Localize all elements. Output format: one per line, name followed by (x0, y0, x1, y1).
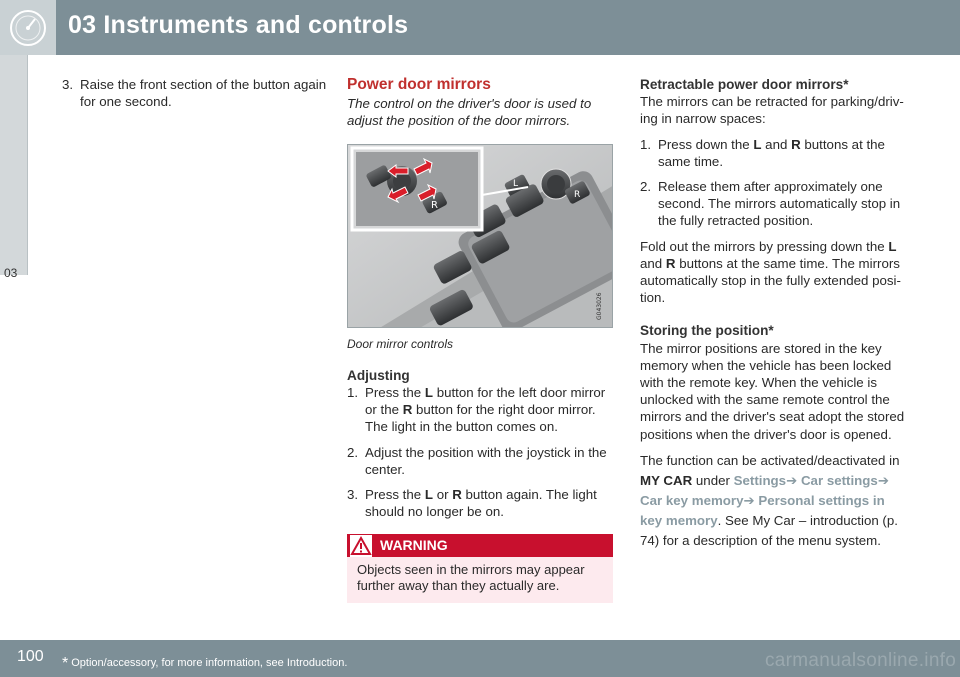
menu-arrow-icon: ➔ (743, 492, 755, 508)
retract-step-2 (640, 178, 908, 230)
chapter-tab-label: 03 (4, 266, 18, 280)
step-number: 1. (347, 385, 359, 401)
door-mirror-controls-illustration (348, 145, 613, 328)
warning-triangle-icon (350, 535, 372, 557)
button-r-label-small: R (574, 189, 581, 200)
menu-arrow-icon: ➔ (877, 472, 889, 488)
step-3 (62, 76, 327, 110)
function-text-end: . See My Car – introduction (p. 74) for a description of the menu system. (640, 512, 898, 548)
retract-step-1 (640, 136, 908, 170)
chapter-tab (0, 55, 28, 280)
page-header (0, 0, 960, 55)
speedometer-icon (8, 8, 48, 48)
button-l-label: L (513, 178, 519, 189)
page-number: 100 (17, 648, 44, 665)
menu-my-car: MY CAR (640, 472, 693, 488)
step-number: 2. (347, 444, 359, 460)
column-1 (62, 76, 327, 118)
step-number: 2. (640, 179, 652, 195)
footnote-text: Option/accessory, for more information, see Introduction. (71, 657, 348, 669)
adjust-step-2 (347, 444, 613, 478)
foldout-text: Fold out the mirrors by pressing down the L and R buttons at the same time. The mirrors automatically stop in the fully extended posi-tion. (640, 238, 901, 306)
section-intro: The control on the driver's door is used to adjust the position of the door mirrors. (347, 96, 592, 129)
page-title: 03 Instruments and controls (68, 11, 409, 39)
warning-header (347, 534, 613, 557)
step-number: 1. (640, 136, 652, 152)
step-number: 3. (347, 487, 359, 503)
retract-intro: The mirrors can be retracted for parking/driv-ing in narrow spaces: (640, 94, 904, 127)
menu-car-settings: Car settings (800, 472, 878, 488)
section-title-retractable-mirrors: Retractable power door mirrors* (640, 77, 849, 92)
step-text: Press the L or R button again. The light should no longer be on. (365, 487, 597, 520)
footnote (62, 653, 347, 671)
step-text: Adjust the position with the joystick in the center. (365, 444, 607, 477)
footnote-star: * (62, 655, 69, 672)
adjust-step-3 (347, 486, 613, 520)
column-2 (347, 76, 613, 603)
step-text: Press the L button for the left door mirror or the R button for the right door mirror. The light in the button comes on. (365, 385, 606, 435)
image-code: G043026 (596, 292, 603, 320)
step-text: Press down the L and R buttons at the same time. (658, 136, 885, 169)
section-title-storing-position: Storing the position* (640, 323, 774, 339)
warning-text: Objects seen in the mirrors may appear further away than they actually are. (357, 562, 585, 594)
storing-text: The mirror positions are stored in the key memory when the vehicle has been locked with the remote key. When the vehicle is unlocked with the same remote control the mirrors and the driver's seat adopt the stored positions when the driver's door is opened. (640, 340, 905, 442)
section-title-power-door-mirrors: Power door mirrors (347, 76, 491, 93)
menu-personal-settings: Personal settings in key memory (640, 492, 885, 528)
menu-settings: Settings (733, 472, 787, 488)
figure-caption: Door mirror controls (347, 336, 454, 351)
step-text: Release them after approximately one second. The mirrors automatically stop in the fully retracted position. (658, 179, 901, 229)
function-text: The function can be activated/deactivated in MY CAR under Settings➔ Car settings➔ Car key memory➔ Personal settings in key memory. See My Car – introduction (p. 74) for a description of the menu system. (640, 452, 900, 548)
header-icon-box (0, 0, 56, 55)
column-3 (640, 76, 908, 559)
step-text: Raise the front section of the button again for one second. (80, 77, 327, 110)
watermark: carmanualsonline.info (765, 650, 957, 671)
step-number: 3. (62, 77, 74, 92)
warning-label: WARNING (380, 537, 448, 554)
menu-car-key-memory: Car key memory (640, 492, 744, 508)
door-mirror-controls-figure (347, 144, 613, 328)
subsection-title-adjusting: Adjusting (347, 367, 410, 383)
adjust-step-1 (347, 384, 613, 436)
menu-arrow-icon: ➔ (786, 472, 798, 488)
warning-box (347, 534, 613, 603)
button-r-label: R (431, 199, 438, 211)
